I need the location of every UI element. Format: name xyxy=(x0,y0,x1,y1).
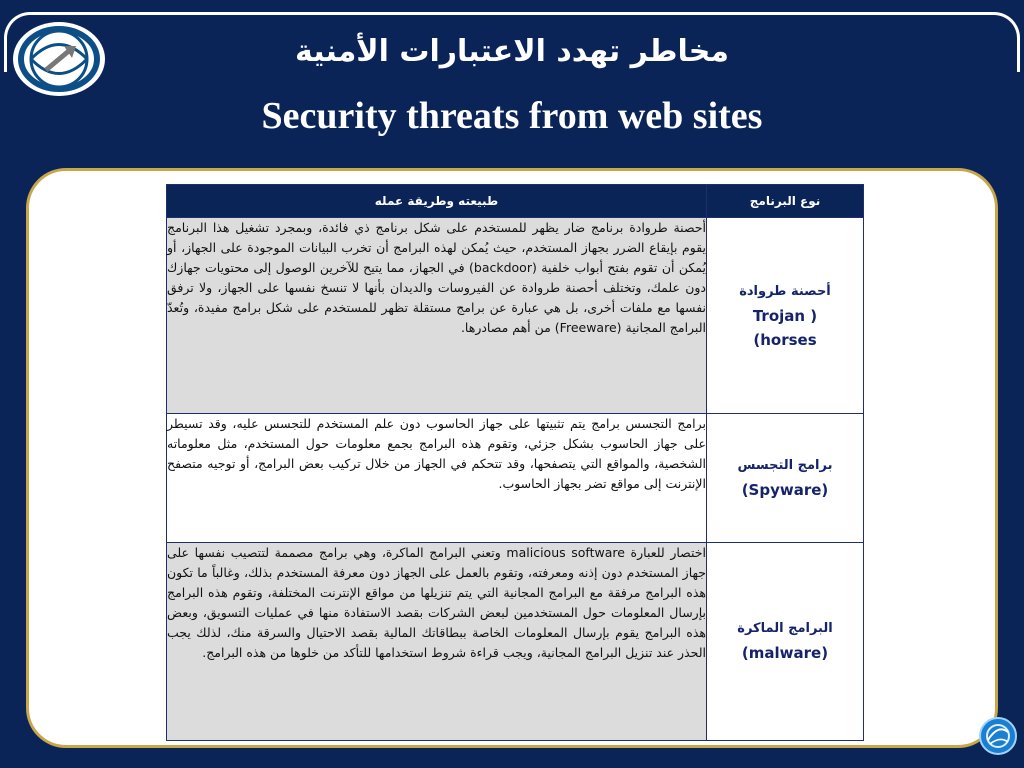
threats-table xyxy=(166,184,864,741)
row-type xyxy=(707,542,864,740)
table-row xyxy=(167,414,864,542)
slide-title-english: Security threats from web sites xyxy=(261,95,763,137)
row-description: اختصار للعبارة malicious software وتعني البرامج الماكرة، وهي برامج مصممة لتتصيب نفسها على جهاز المستخدم دون إذنه ومعرفته، وتقوم بالعمل على الجهاز دون معرفة المستخدم بذلك، وغالباً ما تكون هذه البرامج مرفقة مع البرامج المجانية التي يتم تنزيلها من مواقع الإنترنت المختلفة، وتقوم هذه البرامج بإرسال المعلومات حول المستخدمين لبعض الشركات بقصد الاستفادة منها في عمليات التسويق، وبعض هذه البرامج يقوم بإرسال المعلومات الخاصة ببطاقاتك المالية بقصد الاحتيال والسرقة منك، لذلك يجب الحذر عند تنزيل البرامج المجانية، ويجب قراءة شروط استخدامها للتأكد من خلوها من هذه البرامج. xyxy=(167,542,707,740)
table-header-row xyxy=(167,185,864,218)
row-type xyxy=(707,218,864,414)
header-description: طبيعته وطريقة عمله xyxy=(167,185,707,218)
globe-swirl-icon xyxy=(978,716,1018,756)
type-english: Trojan ) xyxy=(752,306,818,325)
row-type xyxy=(707,414,864,542)
type-english: (Spyware) xyxy=(741,481,829,499)
slide-title-arabic: مخاطر تهدد الاعتبارات الأمنية xyxy=(295,34,729,69)
table-row xyxy=(167,542,864,740)
row-description: أحصنة طروادة برنامج ضار يظهر للمستخدم على شكل برنامج ذي فائدة، وبمجرد تشغيل هذا البرنامج يقوم بإيقاع الضرر بجهاز المستخدم، حيث يُمكن لهذه البرامج أن تخرب البيانات الموجودة على الجهاز، أو يُمكن أن تقوم بفتح أبواب خلفية (backdoor) في الجهاز، مما يتيح للآخرين الوصول إلى محتويات جهازك دون علمك، وتختلف أحصنة طروادة عن الفيروسات والديدان بأنها لا تنسخ نفسها على الجهاز، ولا ترفق نفسها مع ملفات أخرى، بل هي عبارة عن برامج مستقلة تظهر للمستخدم على شكل برامج مفيدة، وتُعدّ البرامج المجانية (Freeware) من أهم مصادرها. xyxy=(167,218,707,414)
type-arabic: البرامج الماكرة xyxy=(737,621,833,637)
header-type: نوع البرنامج xyxy=(707,185,864,218)
type-arabic: برامج التجسس xyxy=(737,458,833,473)
type-arabic: أحصنة طروادة xyxy=(739,283,831,299)
row-description: برامج التجسس برامج يتم تثبيتها على جهاز الحاسوب دون علم المستخدم للتجسس عليه، وقد تسيطر على جهاز الحاسوب بشكل جزئي، وتقوم هذه البرامج بجمع معلومات حول المستخدم، مثل معلوماته الشخصية، والمواقع التي يتصفحها، وقد تتحكم في الجهاز من خلال تركيب بعض البرامج، أو توجيه متصفح الإنترنت إلى مواقع تضر بجهاز الحاسوب. xyxy=(167,414,707,542)
type-english: (malware) xyxy=(741,644,829,663)
table-row xyxy=(167,218,864,414)
type-english-2: (horses xyxy=(753,330,817,349)
